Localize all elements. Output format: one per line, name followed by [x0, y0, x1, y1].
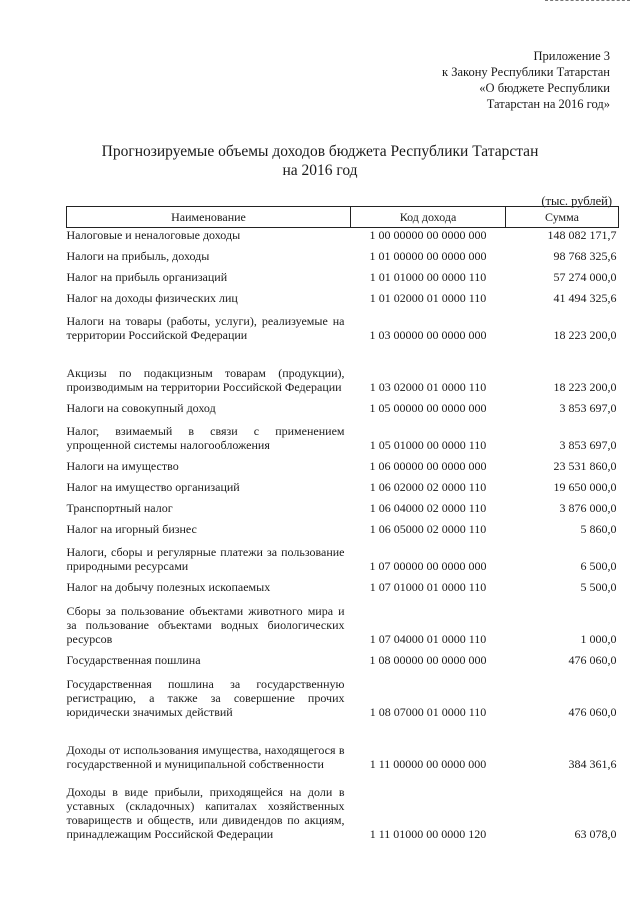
row-sum: 63 078,0	[574, 827, 617, 841]
row-code: 1 07 01000 01 0000 110	[369, 580, 487, 594]
row-sum: 1 000,0	[580, 632, 617, 646]
table-row	[67, 291, 619, 312]
table-row	[67, 480, 619, 501]
row-code: 1 06 04000 02 0000 110	[369, 501, 487, 515]
column-header-name: Наименование	[67, 207, 351, 228]
table-row	[67, 249, 619, 270]
row-code: 1 05 01000 00 0000 110	[369, 438, 487, 452]
row-sum: 18 223 200,0	[553, 328, 617, 342]
column-header-sum: Сумма	[506, 207, 619, 228]
row-name: Доходы от использования имущества, находящегося в государственной и муниципальной собственности	[66, 743, 345, 771]
title-line-2: на 2016 год	[282, 162, 358, 179]
row-name: Налоги, сборы и регулярные платежи за пользование природными ресурсами	[66, 545, 345, 573]
row-sum: 98 768 325,6	[553, 249, 617, 263]
revenue-table	[66, 206, 619, 848]
row-code: 1 03 00000 00 0000 000	[369, 328, 487, 342]
row-code: 1 08 07000 01 0000 110	[369, 705, 487, 719]
row-sum: 19 650 000,0	[553, 480, 617, 494]
column-header-code: Код дохода	[351, 207, 506, 228]
row-name: Налоги на прибыль, доходы	[66, 249, 210, 263]
table-row	[67, 270, 619, 291]
table-row	[67, 543, 619, 580]
row-sum: 57 274 000,0	[553, 270, 617, 284]
row-name: Доходы в виде прибыли, приходящейся на доли в уставных (складочных) капиталах хозяйственных товариществ и обществ, или дивидендов по акциям, принадлежащим Российской Федерации	[66, 785, 345, 841]
row-name: Государственная пошлина за государственную регистрацию, а также за совершение прочих юридически значимых действий	[66, 677, 345, 719]
row-code: 1 03 02000 01 0000 110	[369, 380, 487, 394]
table-header-row	[67, 207, 619, 228]
row-name: Налог на имущество организаций	[66, 480, 240, 494]
table-row	[67, 228, 619, 250]
units-label: (тыс. рублей)	[541, 194, 612, 208]
row-name: Налог на добычу полезных ископаемых	[66, 580, 271, 594]
row-name: Транспортный налог	[66, 501, 173, 515]
table-row	[67, 601, 619, 653]
row-name: Налог на доходы физических лиц	[66, 291, 238, 305]
row-sum: 476 060,0	[568, 705, 617, 719]
table-row	[67, 459, 619, 480]
table-row	[67, 674, 619, 726]
row-sum: 384 361,6	[568, 757, 617, 771]
row-sum: 23 531 860,0	[553, 459, 617, 473]
row-name: Налоги на товары (работы, услуги), реализуемые на территории Российской Федерации	[66, 314, 345, 342]
appendix-header	[442, 48, 610, 112]
row-sum: 5 860,0	[580, 522, 617, 536]
row-code: 1 06 05000 02 0000 110	[369, 522, 487, 536]
row-sum: 18 223 200,0	[553, 380, 617, 394]
row-code: 1 05 00000 00 0000 000	[369, 401, 487, 415]
row-sum: 41 494 325,6	[553, 291, 617, 305]
row-name: Государственная пошлина	[66, 653, 201, 667]
table-row	[67, 522, 619, 543]
appendix-line-4: Татарстан на 2016 год»	[486, 97, 610, 111]
row-name: Налог на прибыль организаций	[66, 270, 228, 284]
table-row	[67, 501, 619, 522]
row-code: 1 00 00000 00 0000 000	[369, 228, 487, 242]
row-name: Налоги на имущество	[66, 459, 179, 473]
row-sum: 3 853 697,0	[559, 438, 617, 452]
appendix-line-1: Приложение 3	[533, 49, 610, 63]
row-code: 1 01 01000 00 0000 110	[369, 270, 487, 284]
table-row	[67, 778, 619, 848]
row-sum: 3 876 000,0	[559, 501, 617, 515]
table-row	[67, 422, 619, 459]
table-row	[67, 349, 619, 401]
table-row	[67, 401, 619, 422]
row-code: 1 06 02000 02 0000 110	[369, 480, 487, 494]
row-name: Акцизы по подакцизным товарам (продукции), производимым на территории Российской Федерации	[66, 366, 345, 394]
row-name: Налог, взимаемый в связи с применением упрощенной системы налогообложения	[66, 424, 345, 452]
row-code: 1 07 00000 00 0000 000	[369, 559, 487, 573]
table-row	[67, 653, 619, 674]
row-name: Налоги на совокупный доход	[66, 401, 216, 415]
row-sum: 5 500,0	[580, 580, 617, 594]
row-code: 1 08 00000 00 0000 000	[369, 653, 487, 667]
row-code: 1 11 01000 00 0000 120	[369, 827, 487, 841]
row-name: Сборы за пользование объектами животного мира и за пользование объектами водных биологических ресурсов	[66, 604, 345, 646]
row-name: Налог на игорный бизнес	[66, 522, 197, 536]
appendix-line-3: «О бюджете Республики	[479, 81, 610, 95]
row-name: Налоговые и неналоговые доходы	[66, 228, 241, 242]
row-code: 1 07 04000 01 0000 110	[369, 632, 487, 646]
title-line-1: Прогнозируемые объемы доходов бюджета Республики Татарстан	[101, 143, 539, 160]
row-sum: 3 853 697,0	[559, 401, 617, 415]
row-sum: 148 082 171,7	[547, 228, 617, 242]
top-edge-mark	[545, 0, 630, 6]
appendix-line-2: к Закону Республики Татарстан	[442, 65, 610, 79]
table-row	[67, 580, 619, 601]
row-code: 1 11 00000 00 0000 000	[369, 757, 487, 771]
row-sum: 476 060,0	[568, 653, 617, 667]
row-code: 1 01 02000 01 0000 110	[369, 291, 487, 305]
row-sum: 6 500,0	[580, 559, 617, 573]
table-row	[67, 312, 619, 349]
document-title	[0, 142, 640, 180]
row-code: 1 01 00000 00 0000 000	[369, 249, 487, 263]
row-code: 1 06 00000 00 0000 000	[369, 459, 487, 473]
table-row	[67, 726, 619, 778]
